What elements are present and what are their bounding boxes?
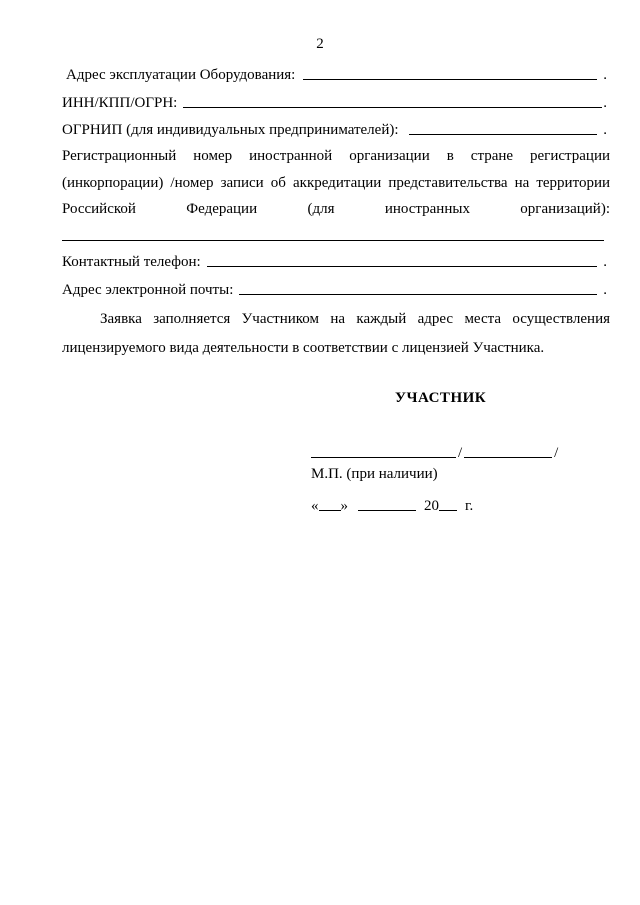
date-year-field[interactable] — [439, 510, 457, 511]
line-end-period: . — [603, 95, 607, 111]
ogrnip-label: ОГРНИП (для индивидуальных предпринимателей): — [62, 122, 399, 138]
email-label: Адрес электронной почты: — [62, 282, 234, 298]
signature-field[interactable] — [311, 457, 456, 458]
line-end-period: . — [603, 67, 607, 83]
ogrnip-field[interactable] — [409, 133, 598, 135]
operation-address-label: Адрес эксплуатации Оборудования: — [66, 67, 296, 83]
inn-kpp-ogrn-line — [62, 90, 607, 112]
signature-separator: / — [458, 445, 463, 461]
registration-text-line-2: (инкорпорации) /номер записи об аккредитации представительства на территории — [62, 175, 610, 191]
page-number: 2 — [316, 36, 324, 52]
line-end-period: . — [603, 122, 607, 138]
ogrnip-line — [62, 117, 607, 139]
phone-field[interactable] — [207, 265, 598, 267]
registration-text-line-3: Российской Федерации (для иностранных организаций): — [62, 201, 610, 217]
registration-text-line-1: Регистрационный номер иностранной организации в стране регистрации — [62, 148, 610, 164]
participant-heading: УЧАСТНИК — [395, 390, 487, 406]
signature-separator: / — [554, 445, 559, 461]
inn-kpp-ogrn-label: ИНН/КПП/ОГРН: — [62, 95, 178, 111]
date-close-quote: » — [340, 498, 348, 514]
date-day-field[interactable] — [319, 510, 341, 511]
stamp-note: М.П. (при наличии) — [311, 466, 438, 482]
note-line-2: лицензируемого вида деятельности в соответствии с лицензией Участника. — [62, 340, 545, 356]
email-line — [62, 277, 607, 299]
registration-number-field[interactable] — [62, 240, 604, 241]
note-line-1: Заявка заполняется Участником на каждый адрес места осуществления — [100, 311, 610, 327]
operation-address-line — [62, 62, 607, 84]
email-field[interactable] — [239, 293, 597, 295]
date-open-quote: « — [311, 498, 319, 514]
line-end-period: . — [603, 254, 607, 270]
inn-kpp-ogrn-field[interactable] — [183, 106, 602, 108]
phone-line — [62, 249, 607, 271]
signature-name-field[interactable] — [464, 457, 552, 458]
date-line — [311, 493, 473, 515]
signature-line — [311, 440, 558, 462]
date-year-prefix: 20 — [424, 498, 439, 514]
date-year-suffix: г. — [465, 498, 474, 514]
line-end-period: . — [603, 282, 607, 298]
date-month-field[interactable] — [358, 510, 416, 511]
operation-address-field[interactable] — [303, 78, 597, 80]
phone-label: Контактный телефон: — [62, 254, 201, 270]
